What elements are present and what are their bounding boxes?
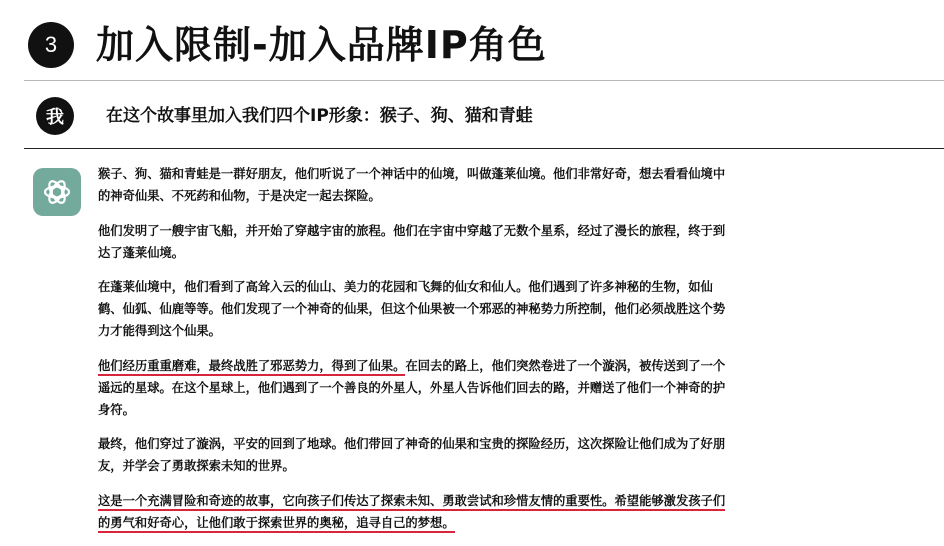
title-divider: [24, 80, 944, 81]
highlighted-text: 这是一个充满冒险和奇迹的故事，它向孩子们传达了探索未知、勇敢尝试和珍惜友情的重要性。希望能够激发孩子们的勇气和好奇心，让他们敢于探索世界的奥秘，追寻自己的梦想。: [98, 494, 725, 533]
answer-paragraph-4-rest: 在回去的路上，他们突然卷进了一个漩涡，被传送到了一个遥远的星球。在这个星球上，他们遇到了一个善良的外星人，外星人告诉他们回去的路，并赠送了他们一个神奇的护身符。: [98, 358, 726, 417]
assistant-answer: [98, 163, 728, 546]
step-number-badge: [28, 22, 74, 68]
answer-paragraph-2: 他们发明了一艘宇宙飞船，并开始了穿越宇宙的旅程。他们在宇宙中穿越了无数个星系，经过了漫长的旅程，终于到达了蓬莱仙境。: [98, 223, 726, 260]
answer-paragraph-6: [98, 490, 728, 534]
page-title: 加入限制-加入品牌IP角色: [96, 23, 547, 67]
openai-logo-icon: [40, 175, 74, 209]
step-number: 3: [44, 32, 58, 57]
answer-paragraph-3: 在蓬莱仙境中，他们看到了高耸入云的仙山、美力的花园和飞舞的仙女和仙人。他们遇到了许多神秘的生物，如仙鹤、仙狐、仙鹿等等。他们发现了一个神奇的仙果，但这个仙果被一个邪恶的神秘势力所控制，他们必须战胜这个势力才能得到这个仙果。: [98, 280, 726, 338]
highlighted-text: 他们经历重重磨难，最终战胜了邪恶势力，得到了仙果。: [98, 359, 405, 376]
answer-paragraph-4: [98, 355, 728, 421]
answer-paragraph-1: 猴子、狗、猫和青蛙是一群好朋友，他们听说了一个神话中的仙境，叫做蓬莱仙境。他们非常好奇，想去看看仙境中的神奇仙果、不死药和仙物，于是决定一起去探险。: [98, 167, 726, 203]
assistant-avatar: [33, 168, 81, 216]
answer-paragraph-5: 最终，他们穿过了漩涡，平安的回到了地球。他们带回了神奇的仙果和宝贵的探险经历，这次探险让他们成为了好朋友，并学会了勇敢探索未知的世界。: [98, 437, 726, 473]
user-avatar-label: 我: [46, 107, 64, 128]
user-prompt-text: 在这个故事里加入我们四个IP形象：猴子、狗、猫和青蛙: [106, 106, 533, 126]
prompt-divider: [24, 148, 944, 149]
user-avatar: [36, 97, 74, 135]
